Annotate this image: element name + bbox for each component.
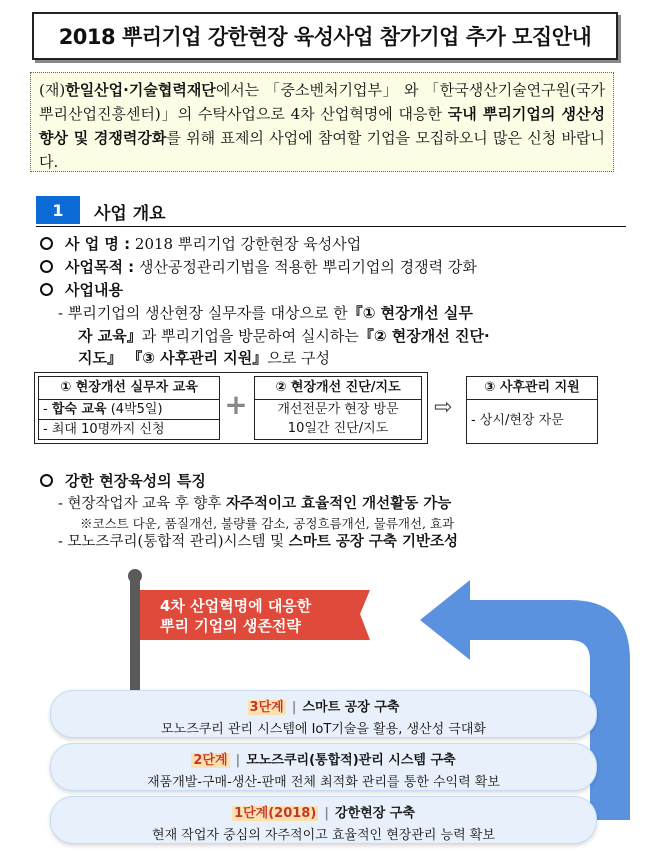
- stage-3: [50, 690, 597, 738]
- purpose-label: 사업목적 :: [65, 258, 135, 276]
- content-text-2b: 과 뿌리기업을 방문하여 실시하는: [141, 327, 359, 345]
- features-text-3a: - 모노즈쿠리(통합적 관리)시스템 및: [58, 534, 289, 550]
- content-label: 사업내용: [65, 281, 123, 299]
- flag-pole: [130, 580, 140, 690]
- stage-1: [50, 796, 597, 844]
- box1-header: ① 현장개선 실무자 교육: [39, 377, 219, 400]
- stage2-title-line: [51, 749, 596, 768]
- arrow-right-icon: ⇨: [434, 395, 453, 420]
- box1-row1-duration: (4박5일): [106, 402, 163, 417]
- intro-emphasis: 국내 뿌리기업의 생산성 향상 및 경쟁력강화: [39, 105, 605, 147]
- section-header: [36, 196, 626, 227]
- overview-name-line: [40, 233, 361, 255]
- content-text-2c: 『② 현장개선 진단·: [358, 327, 490, 345]
- box3-header: ③ 사후관리 지원: [467, 377, 597, 400]
- content-text-3a: 지도』 『③ 사후관리 지원』: [78, 349, 268, 367]
- box1-row1-bold: 합숙 교육: [51, 402, 107, 417]
- stage2-separator: |: [235, 753, 241, 768]
- flag-text-line-1: 4차 산업혁명에 대응한: [160, 597, 312, 615]
- stage2-level: 2단계: [193, 753, 228, 768]
- page-title: 2018 뿌리기업 강한현장 육성사업 참가기업 추가 모집안내: [32, 12, 618, 60]
- flag-text: [160, 596, 350, 636]
- program-box-3: [466, 376, 598, 444]
- box1-row1: [39, 400, 219, 419]
- stage2-desc: 재품개발-구매-생산-판매 전체 최적화 관리를 통한 수익력 확보: [147, 775, 500, 790]
- circle-bullet-icon: [40, 237, 53, 250]
- name-value: 2018 뿌리기업 강한현장 육성사업: [130, 235, 362, 253]
- intro-text-1: (재): [39, 81, 66, 99]
- box2-row2: 10일간 진단/지도: [287, 421, 389, 436]
- stage1-level: 1단계(2018): [234, 806, 317, 821]
- stage1-title: 강한현장 구축: [335, 806, 415, 821]
- content-line-1: [58, 302, 473, 324]
- features-label-line: [40, 470, 206, 492]
- features-line-1: [58, 493, 451, 515]
- content-line-3: [78, 347, 330, 369]
- flag-pole-top: [128, 569, 142, 583]
- features-line-2: ※코스트 다운, 품질개선, 불량률 감소, 공정흐름개선, 물류개선, 효과: [80, 516, 455, 531]
- intro-text-2: 에서는 「중소벤처기업부」 와 「한국생산기술연구원(국가뿌리산업진흥센터)」의 수탁사업으로 4차 산업혁명에 대응한: [39, 81, 605, 123]
- intro-foundation-name: 한일산업·기술협력재단: [65, 81, 216, 99]
- stage3-level: 3단계: [249, 700, 284, 715]
- box1-dash: -: [43, 402, 52, 417]
- box2-row1: 개선전문가 현장 방문: [277, 402, 399, 417]
- stage1-title-line: [51, 802, 596, 821]
- name-label: 사 업 명 :: [65, 235, 131, 253]
- box2-header: ② 현장개선 진단/지도: [255, 377, 421, 400]
- stage3-separator: |: [291, 700, 297, 715]
- plus-icon: +: [224, 388, 248, 421]
- box3-row1: - 상시/현장 자문: [471, 413, 564, 428]
- program-box-2: [254, 376, 422, 440]
- overview-content-line: [40, 279, 123, 301]
- section-title: 사업 개요: [94, 204, 166, 224]
- circle-bullet-icon: [40, 474, 53, 487]
- stage-2: [50, 743, 597, 791]
- features-label: 강한 현장육성의 특징: [65, 472, 206, 490]
- features-text-3b: 스마트 공장 구축 기반조성: [288, 534, 458, 550]
- content-text-1a: - 뿌리기업의 생산현장 실무자를 대상으로 한: [58, 304, 348, 322]
- intro-box: [30, 72, 614, 172]
- stage3-desc: 모노즈쿠리 관리 시스템에 IoT기술을 활용, 생산성 극대화: [161, 722, 486, 737]
- content-line-2: [78, 325, 490, 347]
- content-text-3b: 으로 구성: [267, 349, 331, 367]
- section-number: 1: [36, 196, 80, 224]
- program-box-1: [38, 376, 220, 440]
- content-text-1b: 『① 현장개선 실무: [347, 304, 473, 322]
- features-line-3: [58, 531, 458, 553]
- stage3-title: 스마트 공장 구축: [302, 700, 400, 715]
- stage3-title-line: [51, 696, 596, 715]
- overview-purpose-line: [40, 256, 477, 278]
- circle-bullet-icon: [40, 283, 53, 296]
- stage2-title: 모노즈쿠리(통합적)관리 시스템 구축: [246, 753, 456, 768]
- features-text-1a: - 현장작업자 교육 후 향후: [58, 496, 227, 512]
- stage1-separator: |: [324, 806, 330, 821]
- content-text-2a: 자 교육』: [78, 327, 142, 345]
- intro-text-3: 를 위해 표제의 사업에 참여할 기업을 모집하오니 많은 신청 바랍니다.: [39, 129, 605, 171]
- stage1-desc: 현재 작업자 중심의 자주적이고 효율적인 현장관리 능력 확보: [152, 828, 495, 843]
- box1-row2: - 최대 10명까지 신청: [39, 419, 219, 439]
- features-text-1b: 자주적이고 효율적인 개선활동 가능: [226, 496, 452, 512]
- purpose-value: 생산공정관리기법을 적용한 뿌리기업의 경쟁력 강화: [134, 258, 477, 276]
- flag-text-line-2: 뿌리 기업의 생존전략: [160, 617, 301, 635]
- circle-bullet-icon: [40, 260, 53, 273]
